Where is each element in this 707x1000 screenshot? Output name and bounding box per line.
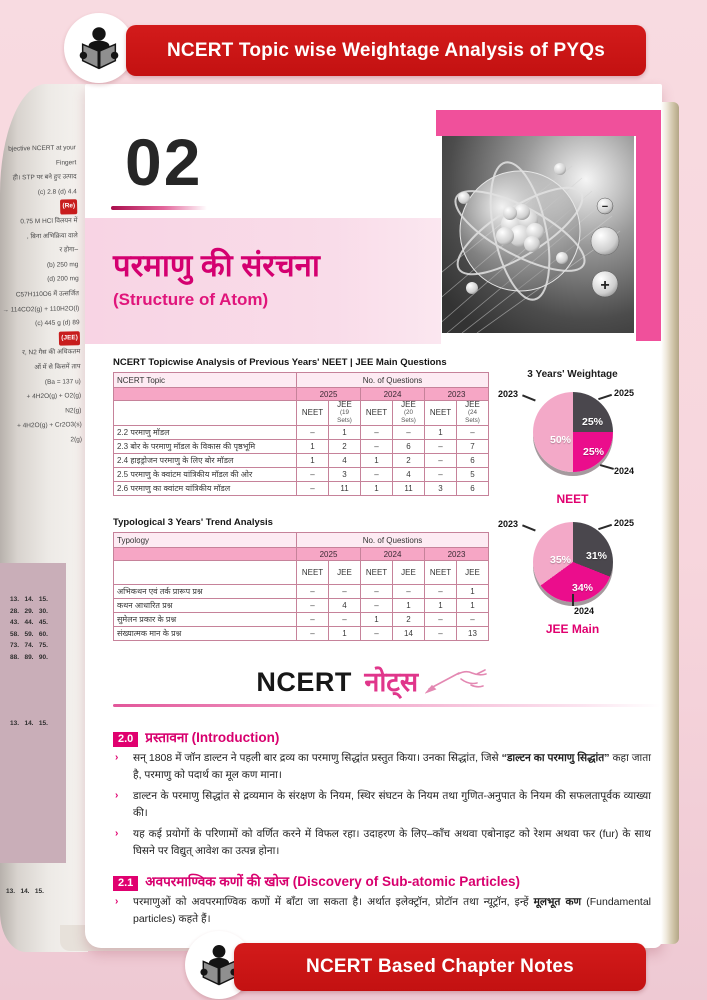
chapter-title-band (85, 218, 441, 344)
year-header: 2024 (361, 548, 425, 561)
value-cell: 1 (297, 440, 329, 454)
bullet-text: (Fundamental particles) कहते हैं। (133, 896, 652, 925)
jee-pie-block (490, 512, 655, 636)
value-cell: – (297, 599, 329, 613)
slice-year-label: 2025 (614, 518, 635, 528)
value-cell: 1 (329, 426, 361, 440)
exam-header (393, 401, 425, 426)
value-cell: – (457, 613, 489, 627)
table-header (114, 533, 489, 585)
slice-year-label: 2024 (614, 466, 635, 476)
value-cell: 11 (393, 482, 425, 496)
neet-pie-chart (490, 382, 655, 486)
main-page (85, 84, 662, 948)
bullet-text: परमाणुओं को अवपरमाण्विक कणों में बाँटा जा सकता है। अर्थात इलेक्ट्रॉन, प्रोटॉन तथा न्यूट्रॉन, इन्हें (133, 896, 534, 908)
exam-name: NEET (301, 567, 324, 577)
year-header: 2023 (425, 548, 489, 561)
value-cell: 13 (457, 627, 489, 641)
value-cell: 3 (329, 468, 361, 482)
year-header: 2024 (361, 388, 425, 401)
callout-line (598, 524, 612, 530)
value-cell: 1 (361, 454, 393, 468)
value-cell: 2 (329, 440, 361, 454)
exam-name: JEE (337, 400, 352, 409)
exam-name: JEE (401, 400, 416, 409)
bullet-arrow-icon: › (115, 896, 119, 907)
value-cell: – (297, 482, 329, 496)
year-header: 2025 (297, 388, 361, 401)
plus-sign: + (600, 277, 610, 294)
bullet-arrow-icon: › (115, 752, 119, 763)
exam-header (297, 401, 329, 426)
value-cell: 1 (457, 585, 489, 599)
value-cell: – (425, 627, 457, 641)
sets-label: (19 Sets) (337, 409, 352, 424)
left-page-fragment: bjective NCERT at your Fingert (8, 144, 77, 167)
table-body (114, 585, 489, 641)
topic-cell: 2.5 परमाणु के क्वांटम यांत्रिकीय मॉडल की ओर (114, 468, 297, 482)
exam-header (425, 401, 457, 426)
topicwise-analysis-table (113, 372, 489, 496)
bullet-text: “डाल्टन का परमाणु सिद्धांत” (501, 752, 610, 764)
bottom-banner: NCERT Based Chapter Notes (234, 943, 646, 991)
notes-divider (113, 704, 661, 707)
exam-name: NEET (365, 408, 388, 417)
section-heading (113, 872, 520, 891)
bullet-text: कहा जाता है, परमाणु को पदार्थ का मूल कण माना। (133, 752, 651, 781)
topic-cell: 2.6 परमाणु का क्वांटम यांत्रिकीय मॉडल (114, 482, 297, 496)
answer-row: 13. 14. 15. (10, 596, 48, 603)
value-cell: 14 (393, 627, 425, 641)
exam-tag: (Re) (60, 200, 77, 215)
value-cell: 1 (425, 599, 457, 613)
bullet-arrow-icon: › (115, 790, 119, 801)
exam-header (329, 561, 361, 585)
value-cell: 1 (361, 613, 393, 627)
value-cell: 2 (393, 454, 425, 468)
value-cell: – (393, 585, 425, 599)
neet-pie-label: NEET (556, 492, 589, 506)
exam-name: JEE (465, 567, 480, 577)
bullet-text: सन् 1808 में जॉन डाल्टन ने पहली बार द्रव्य का परमाणु सिद्धांत प्रस्तुत किया। उनका सिद्धांत, जिसे (133, 752, 502, 764)
value-cell: – (297, 613, 329, 627)
answer-row: 58. 59. 60. (10, 630, 48, 638)
table-row (114, 468, 489, 482)
table-row (114, 426, 489, 440)
callout-line (600, 464, 614, 469)
empty-cell (114, 561, 297, 585)
exam-header (297, 561, 329, 585)
slice-year-label: 2023 (498, 519, 519, 529)
typology-trend-table (113, 532, 489, 641)
value-cell: 6 (457, 482, 489, 496)
slice-year-label: 2024 (574, 606, 595, 616)
value-cell: 1 (329, 627, 361, 641)
minus-sign: − (601, 201, 609, 213)
left-page-fragment: + 4H2O(g) + Cr2O3(s) (16, 421, 82, 430)
value-cell: – (361, 426, 393, 440)
top-banner: NCERT Topic wise Weightage Analysis of PYQs (126, 25, 646, 76)
table-row (114, 440, 489, 454)
value-cell: 5 (457, 468, 489, 482)
left-page-fragment: (Ba = 137 u) (44, 377, 81, 386)
atom-frame-top (436, 110, 662, 136)
value-cell: 3 (425, 482, 457, 496)
left-page-fragment: C57H110O6 में उत्सर्जित (15, 290, 80, 299)
sets-label: (24 Sets) (465, 409, 480, 424)
left-page-fragment: + 4H2O(g) + O2(g) (26, 392, 82, 401)
exam-name: NEET (365, 567, 388, 577)
value-cell: – (425, 613, 457, 627)
table-row (114, 613, 489, 627)
table-row (114, 548, 489, 561)
table-row (114, 599, 489, 613)
exam-name: JEE (465, 400, 480, 409)
reading-person-icon (73, 22, 125, 74)
table-row (114, 401, 489, 426)
left-page-fragment: ही। STP पर बने हुए उत्पाद (12, 173, 77, 182)
topic-cell: 2.4 हाइड्रोजन परमाणु के लिए बोर मॉडल (114, 454, 297, 468)
chapter-underline (111, 206, 207, 210)
value-cell: 4 (329, 599, 361, 613)
left-page-fragment: (c) 2.8 (d) 4.4 (37, 188, 77, 196)
left-page-fragment: 0.75 M HCl विलयन में (20, 217, 78, 226)
exam-header (361, 401, 393, 426)
pie-chart-title: 3 Years' Weightage (527, 369, 618, 380)
empty-cell (114, 401, 297, 426)
left-page-fragment: र होगा– (59, 246, 79, 254)
pen-hand-icon (425, 665, 491, 695)
bullet-point (113, 894, 651, 927)
left-page-fragment: (c) 445 g (d) 89 (35, 319, 80, 328)
value-cell: 1 (457, 599, 489, 613)
section-title: अवपरमाण्विक कणों की खोज (Discovery of Sub-atomic Particles) (145, 874, 521, 889)
value-cell: – (297, 426, 329, 440)
bullet-point (113, 788, 651, 821)
topic-cell: सुमेलन प्रकार के प्रश्न (114, 613, 297, 627)
table2-title: Typological 3 Years' Trend Analysis (113, 517, 273, 528)
table-row (114, 373, 489, 388)
topic-cell: अभिकथन एवं तर्क प्रारूप प्रश्न (114, 585, 297, 599)
value-cell: 11 (329, 482, 361, 496)
atom-illustration (442, 136, 634, 333)
topic-cell: संख्यात्मक मान के प्रश्न (114, 627, 297, 641)
value-cell: – (425, 585, 457, 599)
neutron-particle (591, 227, 619, 255)
value-cell: – (297, 585, 329, 599)
answer-row: 13. 14. 15. (10, 720, 48, 727)
table-body (114, 426, 489, 496)
year-header: 2023 (425, 388, 489, 401)
value-cell: 1 (297, 454, 329, 468)
table-header (114, 373, 489, 426)
left-page-text-fragments (0, 141, 87, 449)
value-cell: – (425, 440, 457, 454)
exam-header (329, 401, 361, 426)
neet-pie-block (490, 369, 655, 506)
group-header: No. of Questions (297, 373, 489, 388)
notes-heading-hindi: नोट्स (364, 667, 419, 697)
left-page-fragment (1, 331, 80, 347)
table-row (114, 454, 489, 468)
topic-cell: कथन आधारित प्रश्न (114, 599, 297, 613)
exam-header (457, 561, 489, 585)
value-cell: – (393, 426, 425, 440)
exam-header (393, 561, 425, 585)
value-cell: – (329, 613, 361, 627)
column-header: NCERT Topic (114, 373, 297, 388)
exam-header (457, 401, 489, 426)
callout-line (572, 594, 574, 606)
exam-name: NEET (429, 408, 452, 417)
value-cell: 6 (457, 454, 489, 468)
slice-percentage: 34% (572, 582, 594, 594)
atom-frame-right (636, 110, 662, 341)
left-page-fragment: , बिना अभिक्रिया वाले (26, 231, 78, 240)
value-cell: – (361, 599, 393, 613)
group-header: No. of Questions (297, 533, 489, 548)
value-cell: – (297, 468, 329, 482)
left-page-fragment: N2(g) (65, 406, 82, 415)
chapter-title-english: (Structure of Atom) (113, 290, 269, 309)
answer-row: 13. 14. 15. (6, 888, 44, 895)
bullet-text: यह कई प्रयोगों के परिणामों को वर्णित करने में विफल रहा। उदाहरण के लिए–काँच अथवा एबोनाइट को रेशम अथवा फर (fur) के साथ घिसने पर विद्युत् आवेश का उत्पन्न होना। (133, 828, 651, 857)
year-header: 2025 (297, 548, 361, 561)
callout-line (522, 524, 536, 531)
pie-circle (533, 392, 613, 472)
exam-name: NEET (429, 567, 452, 577)
value-cell: 7 (457, 440, 489, 454)
table-row (114, 482, 489, 496)
value-cell: – (361, 468, 393, 482)
slice-percentage: 35% (550, 554, 572, 566)
notes-heading (85, 662, 662, 699)
atom-svg (442, 136, 634, 333)
left-page-fragment: → 114CO2(g) + 110H2O(l) (2, 304, 80, 314)
slice-percentage: 50% (550, 434, 572, 446)
left-page-edge (0, 84, 88, 952)
value-cell: – (361, 627, 393, 641)
slice-year-label: 2025 (614, 388, 635, 398)
value-cell: – (425, 454, 457, 468)
top-banner-badge (64, 13, 134, 83)
jee-pie-label: JEE Main (545, 622, 600, 636)
bullet-text: डाल्टन के परमाणु सिद्धांत से द्रव्यमान के संरक्षण के नियम, स्थिर संघटन के नियम तथा गुणित-अनुपात के नियम की सफलतापूर्वक व्याख्या की। (133, 790, 651, 819)
value-cell: 4 (393, 468, 425, 482)
bullet-point (113, 826, 651, 859)
value-cell: – (457, 426, 489, 440)
slice-percentage: 31% (586, 550, 608, 562)
left-page-fragment: ओं में से किसमें ताप (34, 363, 81, 372)
value-cell: 6 (393, 440, 425, 454)
bullet-text: मूलभूत कण (533, 896, 582, 908)
notes-heading-ncert: NCERT (256, 667, 352, 697)
table1-title: NCERT Topicwise Analysis of Previous Years' NEET | JEE Main Questions (113, 357, 447, 368)
exam-name: NEET (301, 408, 324, 417)
value-cell: – (361, 440, 393, 454)
value-cell: 1 (425, 426, 457, 440)
value-cell: – (297, 627, 329, 641)
left-page-fragment (0, 200, 77, 216)
answer-row: 88. 89. 90. (10, 653, 48, 661)
left-page-fragment: र, N2 गैस की अधिकतम (22, 348, 81, 357)
section-number-badge: 2.0 (113, 732, 138, 747)
answer-row: 28. 29. 30. (10, 607, 48, 615)
topic-cell: 2.2 परमाणु मॉडल (114, 426, 297, 440)
section-title: प्रस्तावना (Introduction) (145, 730, 280, 745)
bullet-arrow-icon: › (115, 828, 119, 839)
exam-header (425, 561, 457, 585)
value-cell: – (425, 468, 457, 482)
value-cell: 1 (361, 482, 393, 496)
empty-cell (114, 548, 297, 561)
section-number-badge: 2.1 (113, 876, 138, 891)
section-heading (113, 728, 279, 747)
table-row (114, 585, 489, 599)
exam-name: JEE (401, 567, 416, 577)
answer-key-panel (0, 563, 66, 863)
callout-line (522, 394, 536, 401)
column-header: Typology (114, 533, 297, 548)
chapter-title-hindi: परमाणु की संरचना (113, 248, 320, 283)
bullet-point (113, 750, 651, 783)
topic-cell: 2.3 बोर के परमाणु मॉडल के विकास की पृष्ठभूमि (114, 440, 297, 454)
left-page-fragment: 2(g) (70, 436, 83, 444)
answer-row: 73. 74. 75. (10, 642, 48, 649)
value-cell: 2 (393, 613, 425, 627)
answer-row: 43. 44. 45. (10, 619, 48, 626)
callout-line (598, 394, 612, 400)
table-row (114, 627, 489, 641)
chapter-number: 02 (125, 125, 203, 199)
table-row (114, 388, 489, 401)
value-cell: 1 (393, 599, 425, 613)
value-cell: 4 (329, 454, 361, 468)
value-cell: – (329, 585, 361, 599)
value-cell: – (361, 585, 393, 599)
jee-pie-chart (490, 512, 655, 616)
table-row (114, 561, 489, 585)
exam-name: JEE (337, 567, 352, 577)
slice-percentage: 25% (582, 416, 604, 428)
slice-percentage: 25% (583, 446, 605, 458)
slice-year-label: 2023 (498, 389, 519, 399)
left-page-fragment: (b) 250 mg (46, 260, 79, 269)
sets-label: (20 Sets) (401, 409, 416, 424)
left-page-fragment: (d) 200 mg (47, 275, 79, 284)
book-page-edges (661, 102, 679, 944)
empty-cell (114, 388, 297, 401)
exam-header (361, 561, 393, 585)
table-row (114, 533, 489, 548)
exam-tag: (JEE) (59, 331, 80, 346)
